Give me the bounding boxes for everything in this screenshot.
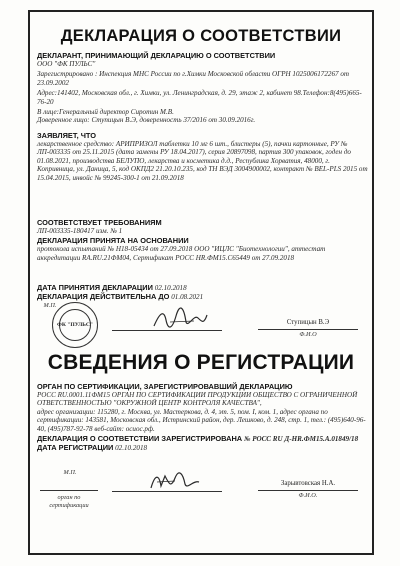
requirements-block [37,218,369,262]
requirements-caption: СООТВЕТСТВУЕТ ТРЕБОВАНИЯМ [37,218,162,227]
declarant-caption: ДЕКЛАРАНТ, ПРИНИМАЮЩИЙ ДЕКЛАРАЦИЮ О СООТВЕТСТВИИ [37,51,276,60]
declarant-signature-line [112,330,222,331]
accepted-caption: ДАТА ПРИНЯТИЯ ДЕКЛАРАЦИИ [37,283,153,292]
registration-fio-line [258,490,358,491]
declaration-title: ДЕКЛАРАЦИЯ О СООТВЕТСТВИИ [60,27,342,45]
declarant-signer-name: Ступицын В.Э [286,319,330,326]
registration-fio-label: Ф.И.О. [298,492,318,499]
attorney-info: Доверенное лицо: Ступицын В.Э, доверенность 37/2016 от 30.09.2016г. [37,116,256,125]
valid-caption: ДЕКЛАРАЦИЯ ДЕЙСТВИТЕЛЬНА ДО [37,292,170,302]
organ-line [40,490,98,491]
certification-body-caption: ОРГАН ПО СЕРТИФИКАЦИИ, ЗАРЕГИСТРИРОВАВШИЙ ДЕКЛАРАЦИЮ [37,382,293,391]
registered-number: № РОСС RU Д-HR.ФМ15.А.01849/18 [243,435,359,444]
accepted-date: 02.10.2018 [154,284,187,292]
declarant-fio-line [258,329,358,330]
declarant-block [37,51,369,125]
claims-caption: ЗАЯВЛЯЕТ, ЧТО [37,131,97,140]
registration-block [37,382,369,453]
registration-signature-line [112,491,222,492]
registered-caption: ДЕКЛАРАЦИЯ О СООТВЕТСТВИИ ЗАРЕГИСТРИРОВАНА [37,434,243,444]
registration-signer-name: Зарывтовская Н.А. [280,480,336,487]
dates-block [37,283,369,302]
declarant-signature [150,306,210,332]
claims-text: лекарственное средство: АРИПРИЗОЛ таблетки 10 мг 6 шт., блистеры (5), пачки картонные, РУ № ЛП-003335 от 25.11.2015 (дата замены РУ 18.04.2017), серия 20897098, партия 300 упаковок, годен до 01.08.2021, производства БЕЛУПО, лекарства и косметика д.д., Республика Хорватия, 48000, г. Копривница, ул. Даница, 5, код ОКПД2 21.20.10.235, код ТН ВЭД 3004900002, контракт № BEL-PLS 2015 от 15.04.2015, инвойс № 99245-300-1 от 21.09.2018 [37,140,368,182]
declarant-fio-label: Ф.И.О [299,331,317,338]
declarant-name: ООО "ФК ПУЛЬС" [37,60,96,68]
registration-info: Зарегистрировано : Инспекция МНС России по г.Химки Московской области ОГРН 1025006172267 от 23.09.2002 [37,70,349,87]
basis-text: протокола испытаний № Н18-05434 от 27.09.2018 ООО "ИЦЛС "Биотехнологии", аттестат аккредитации RA.RU.21ФМ04, Сертификат РОСС НR.ФМ15.С65449 от 27.09.2018 [37,245,326,262]
certification-body-text: РОСС RU.0001.11ФМ15 ОРГАН ПО СЕРТИФИКАЦИИ ПРОДУКЦИИ ОБЩЕСТВО С ОГРАНИЧЕННОЙ ОТВЕТСТВЕННОСТЬЮ "ОКРУЖНОЙ ЦЕНТР КОНТРОЛЯ КАЧЕСТВА", [37,391,358,408]
declarant-person: В лице:Генеральный директор Сиротин М.В. [37,108,174,117]
declarant-mp-label: М.П. [43,302,57,309]
registration-mp-label: М.П. [63,469,77,476]
certification-body-address: адрес организации: 115280, г. Москва, ул. Мастеркова, д. 4, эт. 5, пом. I, ком. 1, адрес органа по сертификации: 143581, Московская обл., Истринский район, дер. Лешково, д. 248, стр. 1, тел.: (495)640-96-40, (495)787-92-78 веб-сайт: ocuoc.pф. [37,407,366,433]
registration-title: СВЕДЕНИЯ О РЕГИСТРАЦИИ [47,351,355,374]
registration-date: 02.10.2018 [115,444,148,453]
requirements-text: ЛП-003335-180417 изм. № 1 [37,227,123,235]
declarant-address: Адрес:141402, Московская обл., г. Химки, ул. Ленинградская, д. 29, этаж 2, кабинет 98.Телефон:8(495)665-76-20 [37,89,362,106]
organ-label: орган по сертификации [49,494,89,509]
claims-block [37,131,369,182]
basis-caption: ДЕКЛАРАЦИЯ ПРИНЯТА НА ОСНОВАНИИ [37,236,189,246]
valid-date: 01.08.2021 [171,293,204,302]
registration-date-caption: ДАТА РЕГИСТРАЦИИ [37,443,114,453]
declarant-stamp-label: ФК "ПУЛЬС" [57,322,93,328]
